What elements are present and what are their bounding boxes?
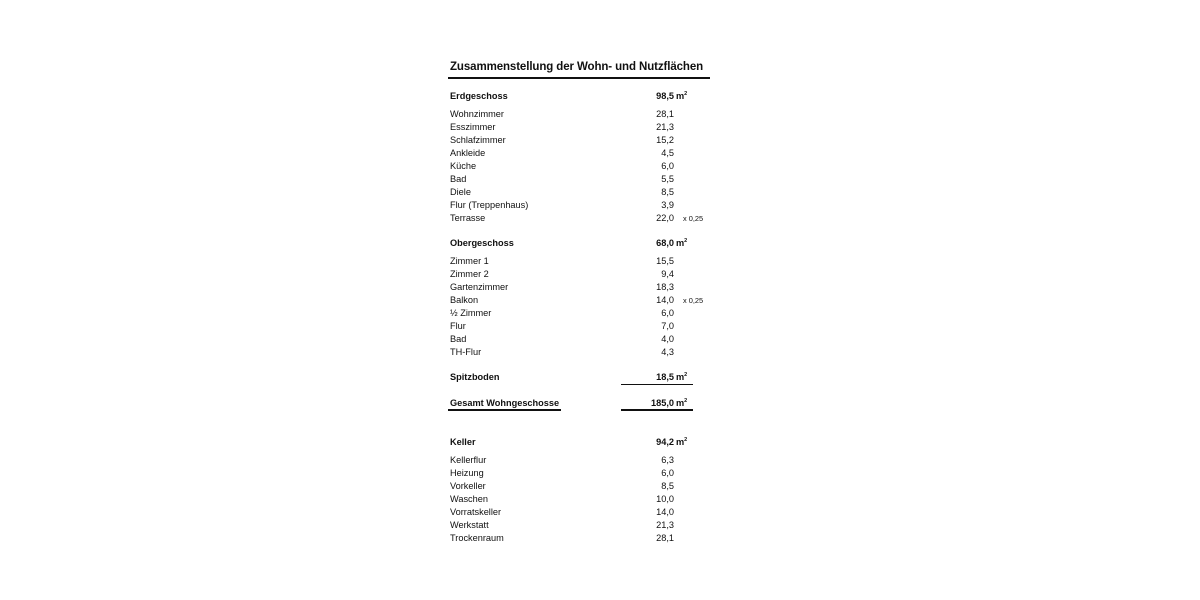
section-header: [450, 90, 720, 103]
table-row: [450, 454, 720, 467]
table-row: [450, 506, 720, 519]
table-row: [450, 519, 720, 532]
unit-symbol: m: [676, 437, 685, 447]
table-row: [450, 333, 720, 346]
room-area: 18,3: [656, 281, 674, 292]
room-name: Terrasse: [450, 212, 486, 223]
unit-symbol: m: [676, 398, 685, 408]
section-total: 94,2: [656, 437, 674, 447]
room-area: 15,5: [656, 256, 674, 266]
room-name: Flur (Treppenhaus): [450, 199, 529, 210]
area-factor: x 0,25: [683, 295, 704, 305]
room-area: 4,5: [661, 147, 674, 158]
room-area: 6,0: [661, 160, 674, 171]
table-row: [450, 493, 720, 506]
room-name: TH-Flur: [450, 346, 482, 357]
unit-exponent: 2: [684, 91, 688, 97]
room-name: Ankleide: [450, 147, 486, 158]
table-row: [450, 268, 720, 281]
unit-exponent: 2: [684, 437, 688, 443]
document-title: Zusammenstellung der Wohn- und Nutzflächen: [450, 61, 704, 73]
unit-exponent: 2: [684, 398, 688, 404]
section-name: Erdgeschoss: [450, 91, 508, 101]
area-factor: x 0,25: [683, 213, 704, 223]
room-name: Waschen: [450, 493, 488, 504]
unit-symbol: m: [676, 91, 685, 101]
table-row: [450, 186, 720, 199]
room-name: Zimmer 2: [450, 268, 489, 279]
section-header: [450, 371, 720, 384]
area-unit: [676, 436, 687, 449]
room-name: Küche: [450, 160, 477, 171]
room-area: 6,0: [661, 307, 674, 318]
room-area: 8,5: [661, 186, 674, 197]
table-row: [450, 160, 720, 173]
room-name: Heizung: [450, 467, 484, 478]
room-area: 3,9: [661, 199, 674, 210]
section-total: 185,0: [651, 398, 674, 408]
unit-exponent: 2: [684, 238, 688, 244]
gesamt-total-rule: [621, 409, 693, 411]
room-area: 4,0: [661, 333, 674, 344]
section-header: [450, 436, 720, 449]
area-unit: [676, 90, 687, 103]
room-name: Zimmer 1: [450, 256, 489, 266]
room-area: 7,0: [661, 320, 674, 331]
room-name: Vorkeller: [450, 480, 486, 491]
table-row: [450, 173, 720, 186]
table-row: [450, 532, 720, 545]
room-name: Vorratskeller: [450, 506, 502, 517]
area-unit: [676, 237, 687, 250]
room-area: 5,5: [661, 173, 674, 184]
section-total: 68,0: [656, 238, 674, 248]
room-area: 15,2: [656, 134, 674, 145]
title-underline: [448, 77, 710, 79]
room-name: Diele: [450, 186, 471, 197]
room-name: Balkon: [450, 294, 479, 305]
room-area: 14,0: [656, 506, 674, 517]
room-area: 10,0: [656, 493, 674, 504]
room-area: 22,0: [656, 212, 674, 223]
room-name: Bad: [450, 333, 467, 344]
room-name: Wohnzimmer: [450, 109, 504, 119]
room-area: 21,3: [656, 121, 674, 132]
area-summary-document: [450, 0, 720, 600]
table-row: [450, 199, 720, 212]
room-name: Kellerflur: [450, 455, 487, 465]
section-name: Gesamt Wohngeschosse: [450, 398, 560, 408]
room-name: Esszimmer: [450, 121, 496, 132]
table-row: [450, 108, 720, 121]
room-name: Bad: [450, 173, 467, 184]
table-row: [450, 212, 720, 225]
room-area: 4,3: [661, 346, 674, 357]
table-row: [450, 294, 720, 307]
section-total: 98,5: [656, 91, 674, 101]
unit-symbol: m: [676, 372, 685, 382]
table-row: [450, 255, 720, 268]
room-name: Trockenraum: [450, 532, 504, 543]
gesamt-label-rule: [448, 409, 561, 411]
table-row: [450, 467, 720, 480]
table-row: [450, 346, 720, 359]
unit-symbol: m: [676, 238, 685, 248]
room-name: Flur: [450, 320, 466, 331]
spitzboden-total-rule: [621, 384, 693, 385]
section-name: Keller: [450, 437, 476, 447]
room-area: 28,1: [656, 532, 674, 543]
room-name: Schlafzimmer: [450, 134, 506, 145]
room-area: 9,4: [661, 268, 674, 279]
section-name: Obergeschoss: [450, 238, 514, 248]
table-row: [450, 147, 720, 160]
room-name: ½ Zimmer: [450, 307, 492, 318]
table-row: [450, 480, 720, 493]
table-row: [450, 121, 720, 134]
room-area: 21,3: [656, 519, 674, 530]
room-area: 6,0: [661, 467, 674, 478]
table-row: [450, 320, 720, 333]
room-name: Gartenzimmer: [450, 281, 509, 292]
section-total: 18,5: [656, 372, 674, 382]
section-name: Spitzboden: [450, 372, 500, 382]
room-area: 6,3: [661, 455, 674, 465]
area-unit: [676, 371, 687, 384]
table-row: [450, 134, 720, 147]
room-area: 14,0: [656, 294, 674, 305]
unit-exponent: 2: [684, 372, 688, 378]
table-row: [450, 307, 720, 320]
section-header: [450, 237, 720, 250]
room-area: 28,1: [656, 109, 674, 119]
room-name: Werkstatt: [450, 519, 489, 530]
room-area: 8,5: [661, 480, 674, 491]
table-row: [450, 281, 720, 294]
